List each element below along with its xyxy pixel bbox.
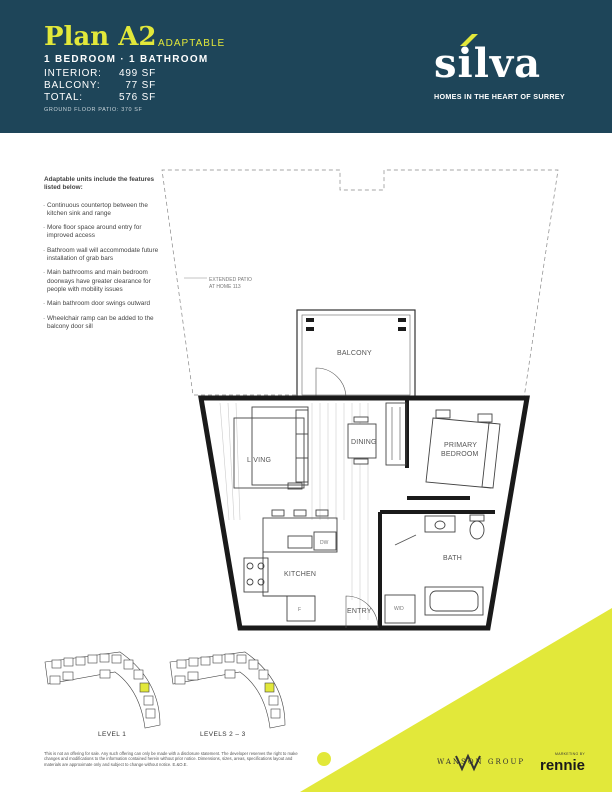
room-label-dining: DINING [351,439,377,446]
legal-disclaimer: This is not an offering for sale. Any such offering can only be made with a disclosure statement. The developer reserves the right to make changes and modifications to the information contained herein without prior notice. Dimensions, sizes, areas, specifications layout and materials are approximate only and subject to change without notice. E.&O.E. [44,751,298,767]
room-label-primary-1: PRIMARY [444,442,478,449]
brand-tagline: HOMES IN THE HEART OF SURREY [434,92,565,101]
plan-title: Plan A2 [44,22,157,52]
feature-item: · Main bathrooms and main bedroom doorways have greater clearance for people with mobility issues [44,269,162,294]
room-label-living: LIVING [247,457,272,464]
room-label-kitchen: KITCHEN [284,571,317,578]
room-label-balcony: BALCONY [337,350,372,357]
dishwasher-label: DW [320,540,329,546]
feature-item: · More floor space around entry for improved access [44,224,162,241]
header-banner: Plan A2 ADAPTABLE 1 BEDROOM · 1 BATHROOM INTERIOR: 499 SF BALCONY: 77 SF TOTAL: 576 SF GROUND FLOOR PATIO: 370 SF silva HOMES IN THE HEART OF SURREY [0,0,612,133]
washer-dryer-label: W/D [394,606,404,612]
keyplan-level23-label: LEVELS 2 – 3 [200,731,246,738]
brand-logo: silva [434,40,542,87]
patio-note-line1: EXTENDED PATIO [209,277,252,283]
room-label-entry: ENTRY [347,608,372,615]
room-label-bath: BATH [443,555,462,562]
fridge-label: F [298,607,302,613]
plan-type-tag: ADAPTABLE [158,38,226,49]
ground-floor-patio: GROUND FLOOR PATIO: 370 SF [44,107,143,113]
feature-item: · Bathroom wall will accommodate future installation of grab bars [44,247,162,264]
developer-name: WANSON GROUP [437,758,526,766]
accessibility-icon [317,752,331,766]
keyplan-level23 [170,652,285,728]
feature-item: · Continuous countertop between the kitchen sink and range [44,202,162,219]
feature-item: · Wheelchair ramp can be added to the balcony door sill [44,315,162,332]
feature-item: · Main bathroom door swings outward [44,300,162,308]
room-label-primary-2: BEDROOM [441,451,479,458]
unit-description: 1 BEDROOM · 1 BATHROOM [44,54,209,65]
patio-note-line2: AT HOME 113 [209,284,241,290]
keyplan-level1 [45,652,160,728]
keyplan-level1-label: LEVEL 1 [98,731,127,738]
features-heading: Adaptable units include the features listed below: [44,176,155,192]
marketing-label: MARKETING BY [555,752,586,756]
marketer-logo: rennie [540,757,586,774]
